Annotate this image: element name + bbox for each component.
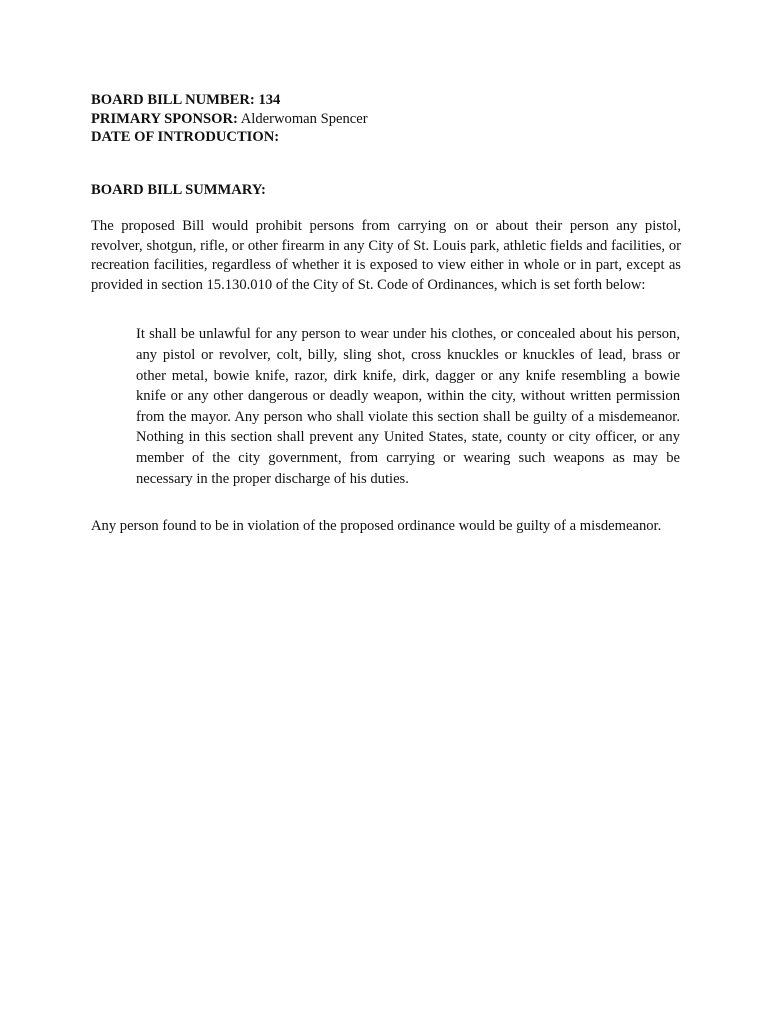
primary-sponsor-line <box>91 110 681 129</box>
document-page <box>91 91 681 537</box>
date-of-introduction-label: DATE OF INTRODUCTION: <box>91 129 280 145</box>
quoted-ordinance-section: It shall be unlawful for any person to wear under his clothes, or concealed about his person, any pistol or revolver, colt, billy, sling shot, cross knuckles or knuckles of lead, brass or other metal, bowie knife, razor, dirk knife, dirk, dagger or any knife resembling a bowie knife or any other dangerous or deadly weapon, within the city, without written permission from the mayor. Any person who shall violate this section shall be guilty of a misdemeanor. Nothing in this section shall prevent any United States, state, county or city officer, or any member of the city government, from carrying or wearing such weapons as may be necessary in the proper discharge of his duties. <box>136 326 680 487</box>
date-of-introduction-line <box>91 128 681 147</box>
bill-number-label: BOARD BILL NUMBER: <box>91 92 255 108</box>
summary-intro-paragraph: The proposed Bill would prohibit persons from carrying on or about their person any pistol, revolver, shotgun, rifle, or other firearm in any City of St. Louis park, athletic fields and facilities, or recreation facilities, regardless of whether it is exposed to view either in whole or in part, except as provided in section 15.130.010 of the City of St. Code of Ordinances, which is set forth below: <box>91 218 681 293</box>
bill-number-value: 134 <box>258 92 281 108</box>
closing-paragraph: Any person found to be in violation of the proposed ordinance would be guilty of a misdemeanor. <box>91 518 662 535</box>
summary-heading: BOARD BILL SUMMARY: <box>91 181 266 198</box>
bill-number-line <box>91 91 681 110</box>
primary-sponsor-value: Alderwoman Spencer <box>240 110 368 127</box>
primary-sponsor-label: PRIMARY SPONSOR: <box>91 110 238 127</box>
